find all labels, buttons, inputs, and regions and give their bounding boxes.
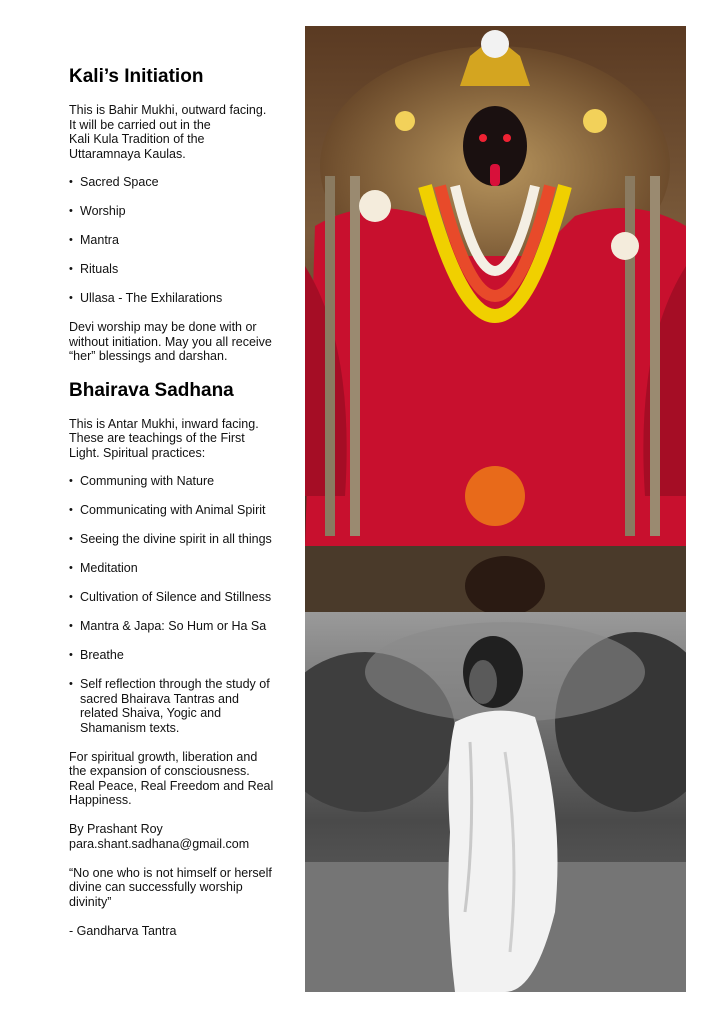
list-item: • Meditation: [69, 561, 294, 576]
text-column: [69, 66, 294, 938]
list-item: • Breathe: [69, 648, 294, 663]
list-item: • Sacred Space: [69, 175, 294, 190]
quote-text: “No one who is not himself or herself divine can successfully worship divinity”: [69, 865, 272, 909]
author-email: para.shant.sadhana@gmail.com: [69, 836, 250, 851]
list-item: • Worship: [69, 204, 294, 219]
list-item: • Self reflection through the study of sacred Bhairava Tantras and related Shaiva, Yogic and Shamanism texts.: [69, 677, 294, 735]
section-title-bhairava-sadhana: Bhairava Sadhana: [69, 379, 234, 401]
list-item: • Cultivation of Silence and Stillness: [69, 590, 294, 605]
list-item: • Seeing the divine spirit in all things: [69, 532, 294, 547]
list-item: • Mantra & Japa: So Hum or Ha Sa: [69, 619, 294, 634]
man-in-white-shawl-photo: [305, 612, 686, 992]
list-item: • Mantra: [69, 233, 294, 248]
list-item: • Communicating with Animal Spirit: [69, 503, 294, 518]
section-title-kali-initiation: Kali’s Initiation: [69, 66, 204, 87]
kali-outro-text: Devi worship may be done with or without initiation. May you all receive “her” blessings and darshan.: [69, 320, 272, 363]
kali-deity-photo: [305, 26, 686, 612]
bhairava-list: [69, 474, 294, 735]
kali-list: [69, 175, 294, 306]
author-name: By Prashant Roy: [69, 822, 163, 836]
list-item: • Ullasa - The Exhilarations: [69, 291, 294, 306]
list-item: • Communing with Nature: [69, 474, 294, 489]
quote-attribution: - Gandharva Tantra: [69, 923, 177, 938]
bhairava-intro-text: This is Antar Mukhi, inward facing. These are teachings of the First Light. Spiritual practices:: [69, 416, 259, 460]
kali-intro-text: This is Bahir Mukhi, outward facing. It will be carried out in the Kali Kula Tradition of the Uttaramnaya Kaulas.: [69, 103, 267, 161]
list-item: • Rituals: [69, 262, 294, 277]
purpose-text: For spiritual growth, liberation and the expansion of consciousness. Real Peace, Real Freedom and Real Happiness.: [69, 749, 274, 807]
